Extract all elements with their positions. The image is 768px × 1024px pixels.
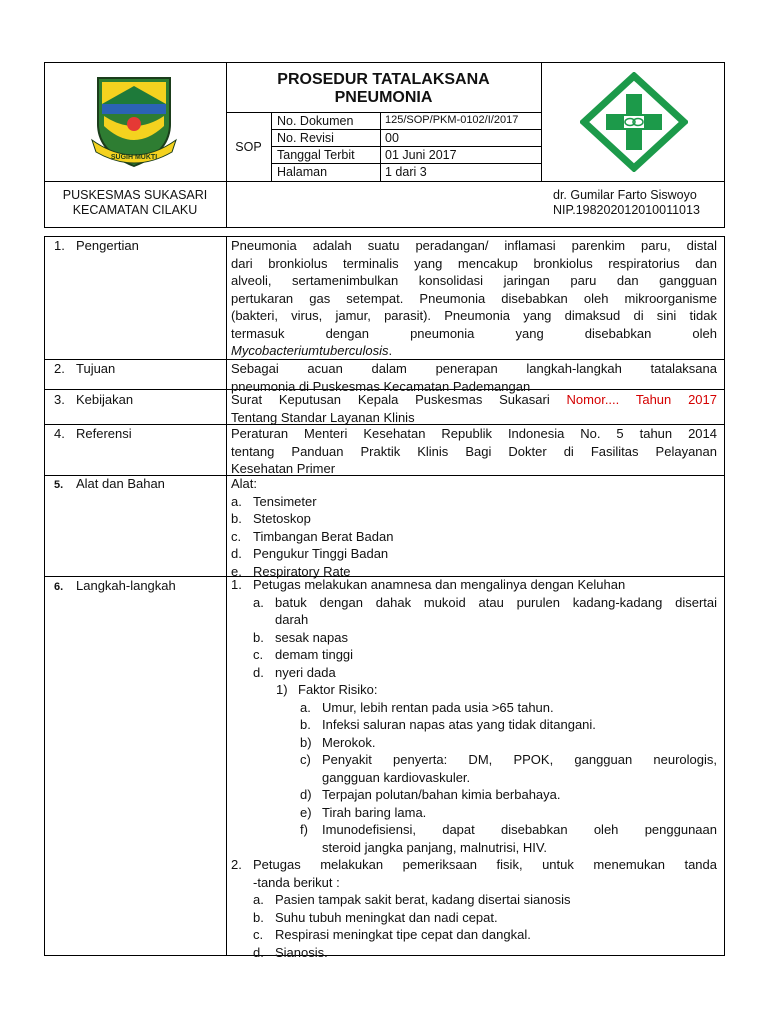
- field-label-no-revisi: No. Revisi: [277, 131, 334, 145]
- sub-item: [231, 594, 717, 629]
- list-marker: e.: [231, 563, 242, 579]
- risk-text: Imunodefisiensi, dapat disebabkan oleh penggunaan: [322, 822, 717, 837]
- langkah-text: [231, 576, 717, 961]
- organism-name: Mycobacteriumtuberculosis: [231, 343, 389, 358]
- row-number: 6.: [54, 581, 64, 593]
- sub-text: Suhu tubuh meningkat dan nadi cepat.: [275, 909, 498, 925]
- sub-marker: d.: [253, 664, 264, 680]
- sub-marker: c.: [253, 927, 264, 942]
- row-label-kebijakan: [54, 391, 134, 409]
- risk-marker: b): [300, 734, 312, 750]
- sub-marker: d.: [253, 944, 264, 960]
- sub-item: [231, 909, 717, 927]
- text-line: termasuk dengan pneumonia yang disebabkan oleh: [231, 325, 717, 341]
- text-line-last: [231, 342, 717, 360]
- risk-text: Penyakit penyerta: DM, PPOK, gangguan neurologis,: [322, 752, 717, 767]
- row-label-pengertian: [54, 237, 139, 255]
- row-label-tujuan: [54, 360, 116, 378]
- risk-text: Infeksi saluran napas atas yang tidak ditangani.: [322, 717, 596, 732]
- row-title: Pengertian: [76, 238, 139, 253]
- row-number: 1.: [54, 238, 65, 253]
- list-text: Pengukur Tinggi Badan: [253, 546, 389, 561]
- text-line: [231, 391, 717, 409]
- alat-text: [231, 475, 717, 580]
- text-line: Pneumonia adalah suatu peradangan/ inflamasi parenkim paru, distal: [231, 238, 717, 253]
- risk-item: [231, 751, 717, 786]
- sub-item: [231, 944, 717, 962]
- sub-item: [231, 629, 717, 647]
- step-marker: 2.: [231, 857, 242, 872]
- text-line: Sebagai acuan dalam penerapan langkah-langkah tatalaksana: [231, 361, 717, 376]
- row-title: Alat dan Bahan: [76, 476, 165, 491]
- row-title: Referensi: [76, 426, 132, 441]
- step-text: -tanda berikut :: [253, 874, 340, 890]
- period: .: [388, 343, 393, 358]
- risk-item: [231, 786, 717, 804]
- sub-marker: b.: [253, 629, 264, 645]
- list-item: [231, 528, 717, 546]
- text-line: Kesehatan Primer: [231, 461, 336, 476]
- text-line: (bakteri, virus, jamur, parasit). Pneumonia yang dimaksud di sini tidak: [231, 308, 717, 323]
- risk-text: Faktor Risiko:: [298, 682, 378, 697]
- row-title: Tujuan: [76, 361, 116, 376]
- list-item: [231, 510, 717, 528]
- risk-marker: e): [300, 804, 312, 820]
- field-label-no-dokumen: No. Dokumen: [277, 114, 354, 128]
- list-marker: b.: [231, 511, 242, 526]
- org-line-1: PUSKESMAS SUKASARI: [62, 188, 208, 202]
- sub-text: batuk dengan dahak mukoid atau purulen kadang-kadang disertai: [275, 594, 717, 610]
- risk-marker: d): [300, 787, 312, 802]
- alat-heading: Alat:: [231, 476, 258, 491]
- title-line-1: PROSEDUR TATALAKSANA: [277, 71, 490, 88]
- sub-marker: c.: [253, 647, 264, 662]
- text-line: tentang Panduan Praktik Klinis Bagi Dokter di Fasilitas Pelayanan: [231, 443, 717, 459]
- signer-name: dr. Gumilar Farto Siswoyo: [553, 188, 697, 202]
- risk-text: Merokok.: [322, 734, 376, 750]
- field-value-no-dokumen: 125/SOP/PKM-0102/I/2017: [385, 114, 519, 126]
- risk-item: [231, 734, 717, 752]
- row-title: Kebijakan: [76, 392, 134, 407]
- text-line: alveoli, sertamenimbulkan konsolidasi jaringan paru dan gangguan: [231, 273, 717, 288]
- step-text: Petugas melakukan anamnesa dan mengalinya dengan Keluhan: [253, 577, 626, 592]
- risk-marker: c): [300, 752, 311, 767]
- title-line-2: PNEUMONIA: [334, 89, 433, 106]
- list-item: [231, 493, 717, 511]
- risk-marker: b.: [300, 717, 311, 732]
- field-value-tanggal-terbit: 01 Juni 2017: [385, 148, 457, 162]
- text-line: Peraturan Menteri Kesehatan Republik Indonesia No. 5 tahun 2014: [231, 426, 717, 441]
- field-label-halaman: Halaman: [277, 165, 328, 179]
- sub-text: Sianosis.: [275, 944, 328, 960]
- text-line: Tentang Standar Layanan Klinis: [231, 409, 415, 425]
- regency-emblem-logo: [88, 74, 180, 170]
- row-number: 3.: [54, 392, 65, 407]
- decree-title: Surat Keputusan Kepala Puskesmas Sukasari: [231, 392, 550, 407]
- list-text: Respiratory Rate: [253, 563, 351, 579]
- kebijakan-text: [231, 391, 717, 426]
- risk-item: [231, 804, 717, 822]
- list-text: Stetoskop: [253, 511, 311, 526]
- row-number: 4.: [54, 426, 65, 441]
- sub-item: [231, 664, 717, 682]
- sub-text: Respirasi meningkat tipe cepat dan dangkal.: [275, 927, 531, 942]
- pengertian-text: [231, 237, 717, 360]
- list-item: [231, 545, 717, 563]
- risk-text: Terpajan polutan/bahan kimia berbahaya.: [322, 787, 561, 802]
- field-value-no-revisi: 00: [385, 131, 399, 145]
- text-line: pneumonia di Puskesmas Kecamatan Pademangan: [231, 378, 531, 394]
- field-value-halaman: 1 dari 3: [385, 165, 427, 179]
- emblem-motto: SUGIH MUKTI: [110, 154, 158, 161]
- list-text: Timbangan Berat Badan: [253, 528, 394, 544]
- field-label-tanggal-terbit: Tanggal Terbit: [277, 148, 355, 162]
- risk-text: steroid jangka panjang, malnutrisi, HIV.: [322, 839, 547, 855]
- sub-text: Pasien tampak sakit berat, kadang disertai sianosis: [275, 892, 571, 907]
- document-title: [226, 71, 541, 107]
- sub-item: [231, 891, 717, 909]
- sub-text: darah: [275, 612, 309, 627]
- risk-marker: 1): [276, 682, 288, 697]
- row-label-referensi: [54, 425, 132, 443]
- risk-text: Umur, lebih rentan pada usia >65 tahun.: [322, 699, 554, 715]
- risk-item: [231, 699, 717, 717]
- text-line: pertukaran gas setempat. Pneumonia disebabkan oleh mikroorganisme: [231, 290, 717, 306]
- row-label-alat: [54, 475, 165, 495]
- risk-marker: f): [300, 822, 308, 837]
- org-line-2: KECAMATAN CILAKU: [72, 203, 198, 217]
- list-marker: d.: [231, 546, 242, 561]
- organization-name: [44, 188, 226, 218]
- puskesmas-logo: [580, 72, 688, 172]
- step-text: Petugas melakukan pemeriksaan fisik, untuk menemukan tanda: [253, 857, 717, 872]
- risk-item: [231, 716, 717, 734]
- risk-text: gangguan kardiovaskuler.: [322, 769, 471, 785]
- sub-text: sesak napas: [275, 629, 348, 645]
- list-text: Tensimeter: [253, 493, 317, 509]
- list-marker: c.: [231, 528, 242, 544]
- row-number: 5.: [54, 479, 64, 491]
- step-2: [231, 856, 717, 891]
- row-label-langkah: [54, 577, 176, 597]
- sub-text: nyeri dada: [275, 664, 336, 680]
- step-marker: 1.: [231, 577, 242, 592]
- risk-marker: a.: [300, 699, 311, 715]
- row-number: 2.: [54, 361, 65, 376]
- list-marker: a.: [231, 493, 242, 509]
- signer-block: [553, 188, 723, 218]
- text-line: dari bronkiolus terminalis yang mencakup bronkiolus respiratorius dan: [231, 255, 717, 271]
- sub-marker: a.: [253, 892, 264, 907]
- sub-text: demam tinggi: [275, 647, 354, 662]
- risk-factor-heading: [231, 681, 717, 699]
- sub-marker: a.: [253, 594, 264, 610]
- tujuan-text: [231, 360, 717, 395]
- sub-marker: b.: [253, 909, 264, 925]
- risk-text: Tirah baring lama.: [322, 804, 427, 820]
- referensi-text: [231, 425, 717, 478]
- signer-nip: NIP.198202012010011013: [553, 203, 700, 217]
- decree-number: Nomor.... Tahun 2017: [566, 392, 717, 407]
- sub-item: [231, 646, 717, 664]
- row-title: Langkah-langkah: [76, 578, 176, 593]
- step-1: [231, 576, 717, 594]
- sop-label: SOP: [235, 140, 262, 154]
- sub-item: [231, 926, 717, 944]
- risk-item: [231, 821, 717, 856]
